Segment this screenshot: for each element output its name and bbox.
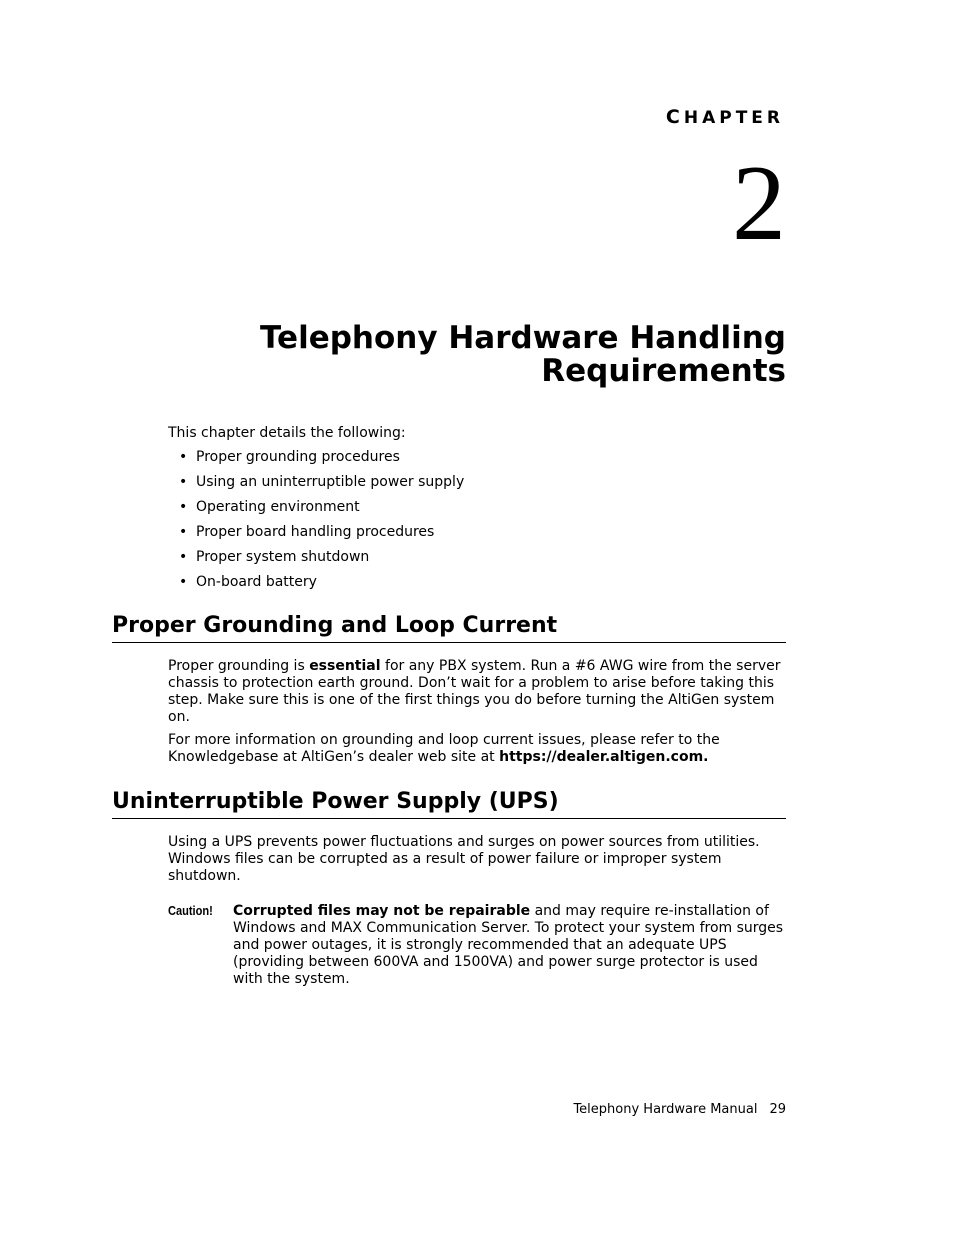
chapter-title — [166, 322, 786, 388]
section-heading-grounding: Proper Grounding and Loop Current — [112, 613, 786, 643]
ups-paragraph-1: Using a UPS prevents power fluctuations and surges on power sources from utilities. Windows files can be corrupted as a result of power failure or improper system shutdown. — [168, 834, 760, 884]
bullet-icon: • — [179, 549, 188, 565]
intro-lead: This chapter details the following: — [168, 425, 406, 441]
list-item: • Operating environment — [179, 499, 360, 515]
chapter-title-line1: Telephony Hardware Handling — [260, 320, 786, 356]
intro-list — [168, 449, 788, 591]
chapter-label: CHAPTER — [665, 106, 784, 128]
ups-body — [168, 834, 786, 891]
dealer-link: https://dealer.altigen.com. — [499, 749, 709, 765]
page-footer — [573, 1102, 786, 1117]
grounding-paragraph-1: Proper grounding is essential for any PBX system. Run a #6 AWG wire from the server chassis to protection earth ground. Don’t wait for a problem to arise before taking this step. Make sure this is one of the first things you do before turning the AltiGen system on. — [168, 658, 781, 725]
list-item: • Proper grounding procedures — [179, 449, 400, 465]
section-heading-ups: Uninterruptible Power Supply (UPS) — [112, 789, 786, 819]
bullet-icon: • — [179, 474, 188, 490]
list-item: • Proper system shutdown — [179, 549, 370, 565]
chapter-number: 2 — [732, 144, 786, 263]
page-number: 29 — [769, 1102, 786, 1117]
bullet-icon: • — [179, 524, 188, 540]
caution-text: Corrupted files may not be repairable and may require re-installation of Windows and MAX Communication Server. To protect your system from surges and power outages, it is strongly recommended that an adequate UPS (providing between 600VA and 1500VA) and power surge protector is used with the system. — [233, 903, 784, 987]
footer-manual-title: Telephony Hardware Manual — [573, 1102, 758, 1117]
grounding-body — [168, 658, 786, 772]
list-item: • Proper board handling procedures — [179, 524, 435, 540]
bullet-icon: • — [179, 499, 188, 515]
list-item: • Using an uninterruptible power supply — [179, 474, 465, 490]
grounding-paragraph-2: For more information on grounding and loop current issues, please refer to the Knowledgebase at AltiGen’s dealer web site at https://dealer.altigen.com. — [168, 732, 720, 765]
bullet-icon: • — [179, 574, 188, 590]
list-item: • On-board battery — [179, 574, 317, 590]
chapter-intro — [168, 425, 788, 599]
caution-label: Caution! — [168, 903, 213, 918]
chapter-title-line2: Requirements — [541, 353, 786, 389]
bullet-icon: • — [179, 449, 188, 465]
